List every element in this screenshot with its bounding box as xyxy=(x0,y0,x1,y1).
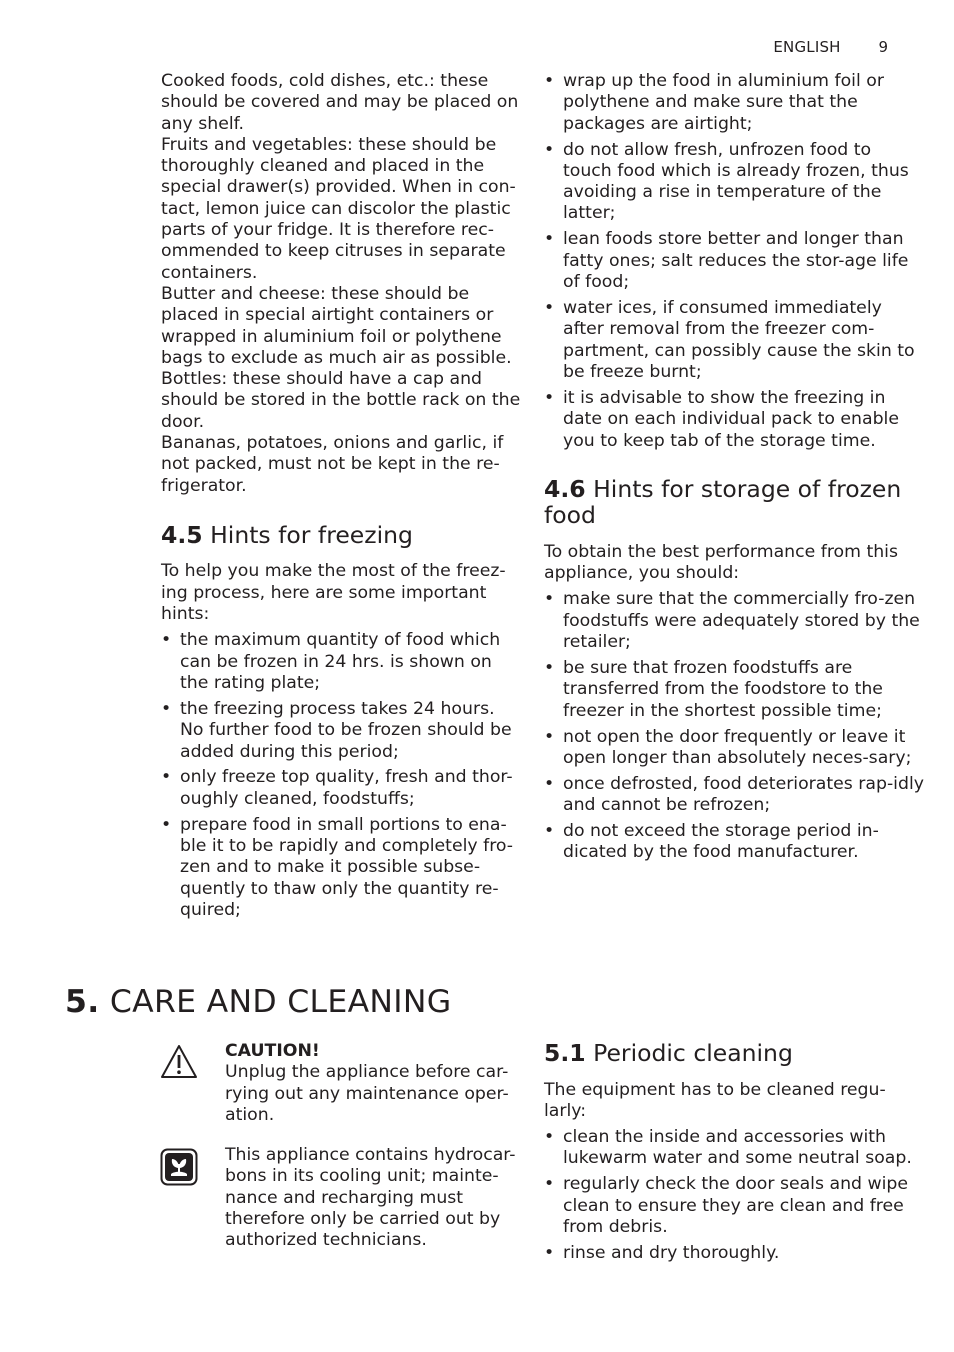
list-item: • rinse and dry thoroughly. xyxy=(544,1243,924,1264)
caution-label: CAUTION! xyxy=(225,1041,320,1061)
storage-paragraph-cooked-foods: Cooked foods, cold dishes, etc.: these should be covered and may be placed on any shelf. xyxy=(161,71,519,134)
list-item: • wrap up the food in aluminium foil or polythene and make sure that the packages are airtight; xyxy=(544,71,924,135)
freezing-hints-list-continued xyxy=(544,71,924,452)
list-item: • be sure that frozen foodstuffs are transferred from the foodstore to the freezer in the shortest possible time; xyxy=(544,658,924,722)
list-item: • once defrosted, food deteriorates rap-idly and cannot be refrozen; xyxy=(544,774,924,817)
storage-paragraph-bottles: Bottles: these should have a cap and should be stored in the bottle rack on the door. xyxy=(161,369,521,432)
list-item: • not open the door frequently or leave it open longer than absolutely neces-sary; xyxy=(544,727,924,770)
chapter-5-title: CARE AND CLEANING xyxy=(109,984,452,1020)
list-item: • the maximum quantity of food which can be frozen in 24 hrs. is shown on the rating plate; xyxy=(161,630,521,694)
environment-notice xyxy=(160,1145,520,1251)
section-5-1-title: Periodic cleaning xyxy=(593,1039,793,1067)
page-header xyxy=(773,38,888,56)
section-4-5-intro: To help you make the most of the freez-ing process, here are some important hints: xyxy=(161,561,506,625)
left-column xyxy=(161,71,521,926)
list-item: • do not exceed the storage period in-dicated by the food manufacturer. xyxy=(544,821,924,864)
environment-text: This appliance contains hydrocar-bons in its cooling unit; mainte-nance and recharging must therefore only be carried out by authorized technicians. xyxy=(225,1145,516,1251)
storage-paragraph-bananas: Bananas, potatoes, onions and garlic, if not packed, must not be kept in the re-frigerator. xyxy=(161,433,504,496)
list-item: • it is advisable to show the freezing in date on each individual pack to enable you to keep tab of the storage time. xyxy=(544,388,924,452)
page-number: 9 xyxy=(878,38,888,56)
cleaning-steps-list xyxy=(544,1127,924,1264)
storage-paragraph-fruits: Fruits and vegetables: these should be thoroughly cleaned and placed in the special drawer(s) provided. When in con-tact, lemon juice can discolor the plastic parts of your fridge. It is therefore rec-ommended to keep citruses in separate containers. xyxy=(161,134,516,283)
language-label: ENGLISH xyxy=(773,38,841,56)
section-5-1-intro: The equipment has to be cleaned regu-larly: xyxy=(544,1079,886,1121)
list-item: • lean foods store better and longer than fatty ones; salt reduces the stor-age life of food; xyxy=(544,229,924,293)
list-item: • water ices, if consumed immediately after removal from the freezer com-partment, can possibly cause the skin to be freeze burnt; xyxy=(544,298,924,383)
list-item: • only freeze top quality, fresh and thor-oughly cleaned, foodstuffs; xyxy=(161,767,521,810)
chapter-5-heading xyxy=(65,982,451,1022)
caution-notice xyxy=(160,1041,520,1126)
warning-triangle-icon xyxy=(160,1044,198,1086)
list-item: • prepare food in small portions to ena-ble it to be rapidly and completely fro-zen and to make it possible subse-quently to thaw only the quantity re-quired; xyxy=(161,815,521,921)
list-item: • make sure that the commercially fro-zen foodstuffs were adequately stored by the retailer; xyxy=(544,589,924,653)
section-4-6-heading xyxy=(544,476,924,529)
section-4-5-number: 4.5 xyxy=(161,520,203,549)
right-column xyxy=(544,71,924,868)
section-4-5-heading xyxy=(161,522,521,549)
list-item: • regularly check the door seals and wipe clean to ensure they are clean and free from debris. xyxy=(544,1174,924,1238)
section-5-1 xyxy=(544,1040,924,1269)
list-item: • do not allow fresh, unfrozen food to touch food which is already frozen, thus avoiding a rise in temperature of the latter; xyxy=(544,140,924,225)
section-4-6-title: Hints for storage of frozen food xyxy=(544,474,902,530)
section-5-1-number: 5.1 xyxy=(544,1039,586,1067)
frozen-storage-hints-list xyxy=(544,589,924,863)
environment-icon xyxy=(160,1148,198,1192)
list-item: • clean the inside and accessories with lukewarm water and some neutral soap. xyxy=(544,1127,924,1170)
caution-text: Unplug the appliance before car-rying out any maintenance oper-ation. xyxy=(225,1062,509,1125)
section-5-1-heading xyxy=(544,1040,924,1067)
storage-paragraph-butter: Butter and cheese: these should be placed in special airtight containers or wrapped in aluminium foil or polythene bags to exclude as much air as possible. xyxy=(161,283,512,368)
list-item: • the freezing process takes 24 hours. No further food to be frozen should be added during this period; xyxy=(161,699,521,763)
section-4-5-title: Hints for freezing xyxy=(210,520,413,549)
freezing-hints-list xyxy=(161,630,521,921)
section-4-6-intro: To obtain the best performance from this appliance, you should: xyxy=(544,541,898,584)
section-4-6-number: 4.6 xyxy=(544,474,586,503)
chapter-5-number: 5. xyxy=(65,984,100,1020)
